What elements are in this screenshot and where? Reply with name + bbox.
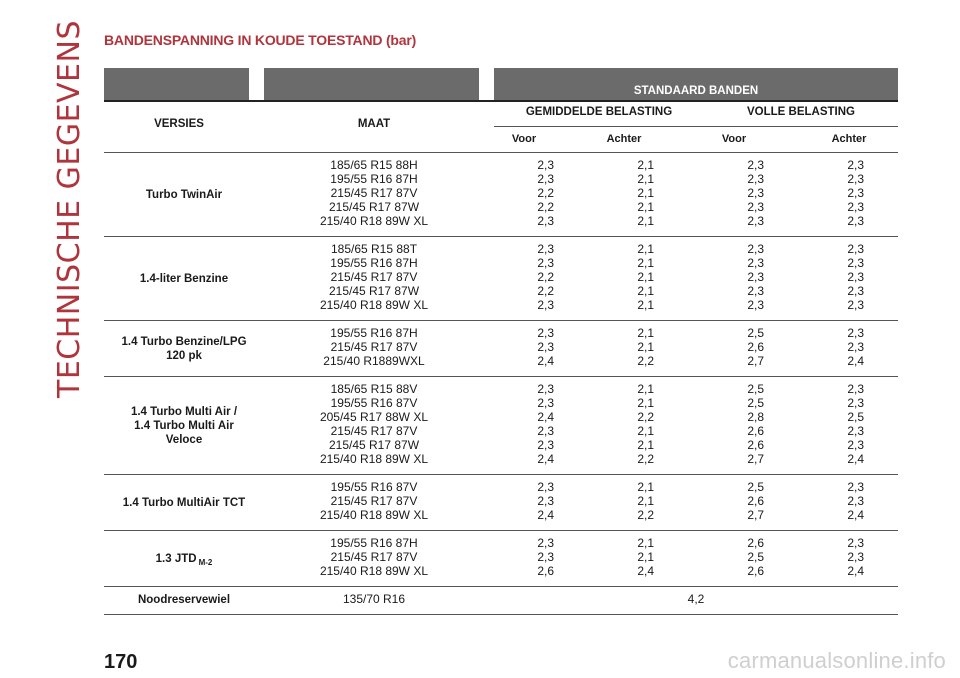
pressure-average-front: 2,2 <box>537 186 554 200</box>
pressure-full-rear: 2,3 <box>847 256 864 270</box>
pressure-average-rear-column <box>594 480 654 522</box>
pressure-full-front: 2,5 <box>747 480 764 494</box>
pressure-average-rear: 2,1 <box>637 172 654 186</box>
pressure-average-front: 2,3 <box>537 382 554 396</box>
pressure-average-rear: 2,1 <box>637 242 654 256</box>
pressure-average-front: 2,3 <box>537 396 554 410</box>
pressure-average-rear: 2,2 <box>637 508 654 522</box>
pressure-full-rear: 2,3 <box>847 396 864 410</box>
pressure-average-rear: 2,2 <box>637 354 654 368</box>
tire-size: 215/40 R1889WXL <box>323 354 425 368</box>
spare-wheel-label: Noodreservewiel <box>137 594 231 606</box>
tire-size: 195/55 R16 87V <box>330 480 418 494</box>
version-name <box>104 552 264 570</box>
spare-wheel-size: 135/70 R16 <box>342 592 406 606</box>
pressure-full-rear-column <box>804 382 864 466</box>
pressure-average-front: 2,4 <box>537 354 554 368</box>
header-band-standard-tires: STANDAARD BANDEN <box>494 68 898 100</box>
header-divider <box>494 126 898 127</box>
tire-size-column <box>264 382 484 466</box>
pressure-average-front: 2,3 <box>537 550 554 564</box>
pressure-average-rear: 2,1 <box>637 284 654 298</box>
pressure-average-rear-column <box>594 536 654 578</box>
section-side-title-text: TECHNISCHE GEGEVENS <box>52 20 87 398</box>
pressure-full-front: 2,7 <box>747 354 764 368</box>
version-subscript: M-2 <box>198 558 213 567</box>
tire-size: 215/45 R17 87V <box>330 340 418 354</box>
pressure-full-rear: 2,3 <box>847 242 864 256</box>
pressure-full-front: 2,5 <box>747 382 764 396</box>
pressure-average-rear: 2,1 <box>637 536 654 550</box>
pressure-average-front-column <box>494 242 554 312</box>
pressure-full-front: 2,3 <box>747 186 764 200</box>
pressure-average-front: 2,3 <box>537 480 554 494</box>
pressure-average-front: 2,2 <box>537 200 554 214</box>
tire-size: 215/40 R18 89W XL <box>319 214 429 228</box>
pressure-full-rear: 2,3 <box>847 536 864 550</box>
pressure-average-rear: 2,1 <box>637 438 654 452</box>
pressure-average-rear: 2,1 <box>637 158 654 172</box>
pressure-full-rear: 2,3 <box>847 214 864 228</box>
header-band <box>104 68 898 100</box>
pressure-full-rear: 2,4 <box>847 508 864 522</box>
pressure-average-front: 2,6 <box>537 564 554 578</box>
tire-size: 195/55 R16 87H <box>330 326 418 340</box>
version-name-line: 1.4 Turbo MultiAir TCT <box>122 497 246 509</box>
header-gem-achter: Achter <box>606 133 642 145</box>
pressure-full-rear: 2,3 <box>847 424 864 438</box>
pressure-average-front: 2,2 <box>537 284 554 298</box>
tire-size-column <box>264 326 484 368</box>
tire-size: 215/40 R18 89W XL <box>319 508 429 522</box>
pressure-full-front: 2,6 <box>747 340 764 354</box>
pressure-full-rear: 2,4 <box>847 452 864 466</box>
tire-size: 215/45 R17 87V <box>330 270 418 284</box>
version-name-line: 120 pk <box>166 350 202 362</box>
pressure-full-rear: 2,3 <box>847 186 864 200</box>
pressure-full-rear: 2,3 <box>847 494 864 508</box>
tire-size: 215/45 R17 87V <box>330 424 418 438</box>
tire-size: 215/45 R17 87V <box>330 550 418 564</box>
pressure-full-rear: 2,3 <box>847 480 864 494</box>
pressure-full-front: 2,3 <box>747 242 764 256</box>
version-group <box>104 530 898 586</box>
pressure-average-rear: 2,1 <box>637 200 654 214</box>
pressure-full-rear: 2,3 <box>847 298 864 312</box>
pressure-average-front: 2,3 <box>537 158 554 172</box>
pressure-full-rear: 2,3 <box>847 284 864 298</box>
header-band-block-maat <box>264 68 479 100</box>
pressure-average-front: 2,4 <box>537 410 554 424</box>
pressure-full-front: 2,6 <box>747 424 764 438</box>
pressure-average-front: 2,3 <box>537 326 554 340</box>
pressure-average-front: 2,3 <box>537 298 554 312</box>
pressure-full-front: 2,5 <box>747 550 764 564</box>
pressure-full-front: 2,5 <box>747 326 764 340</box>
version-name-line: Turbo TwinAir <box>145 189 223 201</box>
pressure-full-front: 2,3 <box>747 172 764 186</box>
version-name-line: 1.4 Turbo Multi Air / <box>130 406 238 418</box>
tire-size: 195/55 R16 87H <box>330 172 418 186</box>
tire-size-column <box>264 242 484 312</box>
version-group <box>104 236 898 320</box>
tire-size: 215/40 R18 89W XL <box>319 452 429 466</box>
version-name <box>104 496 264 510</box>
pressure-full-front-column <box>704 480 764 522</box>
pressure-full-front-column <box>704 536 764 578</box>
pressure-full-front: 2,3 <box>747 158 764 172</box>
version-name-line: Veloce <box>165 434 203 446</box>
pressure-full-rear: 2,3 <box>847 550 864 564</box>
pressure-average-rear: 2,1 <box>637 494 654 508</box>
tire-size-column <box>264 158 484 228</box>
pressure-average-front: 2,3 <box>537 424 554 438</box>
pressure-average-rear: 2,1 <box>637 424 654 438</box>
pressure-full-rear-column <box>804 326 864 368</box>
pressure-full-front: 2,5 <box>747 396 764 410</box>
pressure-average-rear: 2,4 <box>637 564 654 578</box>
pressure-average-rear: 2,1 <box>637 186 654 200</box>
tire-size: 215/45 R17 87W <box>328 284 420 298</box>
pressure-average-front: 2,3 <box>537 256 554 270</box>
spare-wheel-row <box>104 586 898 614</box>
pressure-full-rear: 2,3 <box>847 438 864 452</box>
pressure-full-front: 2,3 <box>747 256 764 270</box>
tire-size-column <box>264 536 484 578</box>
pressure-average-front: 2,3 <box>537 172 554 186</box>
pressure-average-front: 2,2 <box>537 270 554 284</box>
version-group <box>104 152 898 236</box>
pressure-average-front: 2,3 <box>537 242 554 256</box>
tire-size: 215/45 R17 87V <box>330 186 418 200</box>
tire-size: 205/45 R17 88W XL <box>319 410 429 424</box>
pressure-average-rear: 2,1 <box>637 382 654 396</box>
column-headers <box>104 100 898 152</box>
pressure-average-front-column <box>494 536 554 578</box>
pressure-full-front: 2,3 <box>747 200 764 214</box>
section-side-title <box>52 20 92 398</box>
pressure-full-rear: 2,3 <box>847 382 864 396</box>
pressure-average-rear: 2,1 <box>637 214 654 228</box>
pressure-average-rear: 2,1 <box>637 480 654 494</box>
tire-size: 215/45 R17 87V <box>330 494 418 508</box>
pressure-average-front: 2,3 <box>537 494 554 508</box>
pressure-full-rear: 2,4 <box>847 564 864 578</box>
table-bottom-rule <box>104 614 898 615</box>
table-body <box>104 152 898 586</box>
tire-size: 215/45 R17 87W <box>328 200 420 214</box>
pressure-average-rear-column <box>594 326 654 368</box>
pressure-average-front-column <box>494 382 554 466</box>
pressure-full-front-column <box>704 382 764 466</box>
pressure-full-front: 2,3 <box>747 298 764 312</box>
version-group <box>104 376 898 474</box>
pressure-average-front-column <box>494 480 554 522</box>
header-vol-achter: Achter <box>831 133 867 145</box>
pressure-full-front: 2,7 <box>747 508 764 522</box>
version-name <box>104 272 264 286</box>
page-number: 170 <box>104 651 138 673</box>
pressure-full-front: 2,3 <box>747 284 764 298</box>
tire-size: 215/40 R18 89W XL <box>319 564 429 578</box>
version-name-line <box>104 552 264 570</box>
pressure-average-front-column <box>494 158 554 228</box>
version-name-line: 1.4 Turbo Benzine/LPG <box>121 336 247 348</box>
pressure-full-rear: 2,3 <box>847 340 864 354</box>
pressure-full-rear-column <box>804 242 864 312</box>
spare-wheel-pressure: 4,2 <box>687 592 705 606</box>
version-name <box>104 335 264 363</box>
tire-size: 195/55 R16 87H <box>330 536 418 550</box>
version-name-line: 1.4 Turbo Multi Air <box>134 420 234 432</box>
pressure-full-rear: 2,5 <box>847 410 864 424</box>
pressure-average-rear: 2,1 <box>637 298 654 312</box>
tire-size-column <box>264 480 484 522</box>
version-name-text: 1.3 JTD <box>155 553 197 565</box>
header-full-load: VOLLE BELASTING <box>747 106 855 118</box>
version-name-line: 1.4-liter Benzine <box>139 273 229 285</box>
pressure-full-front: 2,6 <box>747 494 764 508</box>
pressure-full-rear: 2,3 <box>847 158 864 172</box>
pressure-average-rear-column <box>594 158 654 228</box>
pressure-full-front-column <box>704 242 764 312</box>
version-group <box>104 320 898 376</box>
pressure-average-front-column <box>494 326 554 368</box>
header-band-block-versies <box>104 68 249 100</box>
pressure-average-rear: 2,2 <box>637 410 654 424</box>
pressure-full-rear-column <box>804 480 864 522</box>
pressure-full-rear: 2,4 <box>847 354 864 368</box>
tire-size: 195/55 R16 87V <box>330 396 418 410</box>
pressure-full-rear: 2,3 <box>847 326 864 340</box>
pressure-average-front: 2,3 <box>537 536 554 550</box>
pressure-full-rear: 2,3 <box>847 200 864 214</box>
table-title: BANDENSPANNING IN KOUDE TOESTAND (bar) <box>104 32 417 48</box>
header-average-load: GEMIDDELDE BELASTING <box>525 106 673 118</box>
tire-size: 185/65 R15 88T <box>330 242 418 256</box>
version-name <box>104 405 264 447</box>
tire-size: 195/55 R16 87H <box>330 256 418 270</box>
version-group <box>104 474 898 530</box>
header-maat: MAAT <box>357 118 391 130</box>
header-versies: VERSIES <box>154 118 204 130</box>
pressure-full-front: 2,3 <box>747 270 764 284</box>
pressure-average-rear: 2,1 <box>637 256 654 270</box>
pressure-average-rear: 2,1 <box>637 326 654 340</box>
pressure-average-rear: 2,1 <box>637 340 654 354</box>
pressure-average-front: 2,4 <box>537 452 554 466</box>
pressure-average-rear: 2,1 <box>637 270 654 284</box>
header-vol-voor: Voor <box>721 133 747 145</box>
pressure-average-rear-column <box>594 382 654 466</box>
pressure-full-front: 2,6 <box>747 536 764 550</box>
pressure-average-rear: 2,1 <box>637 550 654 564</box>
tire-size: 185/65 R15 88V <box>330 382 418 396</box>
pressure-full-front-column <box>704 158 764 228</box>
watermark: carmanualsonline.info <box>727 648 946 673</box>
header-gem-voor: Voor <box>511 133 537 145</box>
tire-pressure-table <box>104 68 898 615</box>
pressure-full-front: 2,7 <box>747 452 764 466</box>
pressure-full-front-column <box>704 326 764 368</box>
pressure-average-rear: 2,2 <box>637 452 654 466</box>
pressure-average-rear-column <box>594 242 654 312</box>
pressure-average-front: 2,3 <box>537 214 554 228</box>
tire-size: 215/40 R18 89W XL <box>319 298 429 312</box>
pressure-full-front: 2,8 <box>747 410 764 424</box>
pressure-average-front: 2,3 <box>537 438 554 452</box>
pressure-full-rear: 2,3 <box>847 270 864 284</box>
pressure-full-front: 2,3 <box>747 214 764 228</box>
pressure-average-front: 2,3 <box>537 340 554 354</box>
tire-size: 185/65 R15 88H <box>330 158 418 172</box>
pressure-average-rear: 2,1 <box>637 396 654 410</box>
pressure-full-rear: 2,3 <box>847 172 864 186</box>
pressure-full-front: 2,6 <box>747 438 764 452</box>
pressure-average-front: 2,4 <box>537 508 554 522</box>
pressure-full-rear-column <box>804 158 864 228</box>
version-name <box>104 188 264 202</box>
pressure-full-front: 2,6 <box>747 564 764 578</box>
tire-size: 215/45 R17 87W <box>328 438 420 452</box>
pressure-full-rear-column <box>804 536 864 578</box>
